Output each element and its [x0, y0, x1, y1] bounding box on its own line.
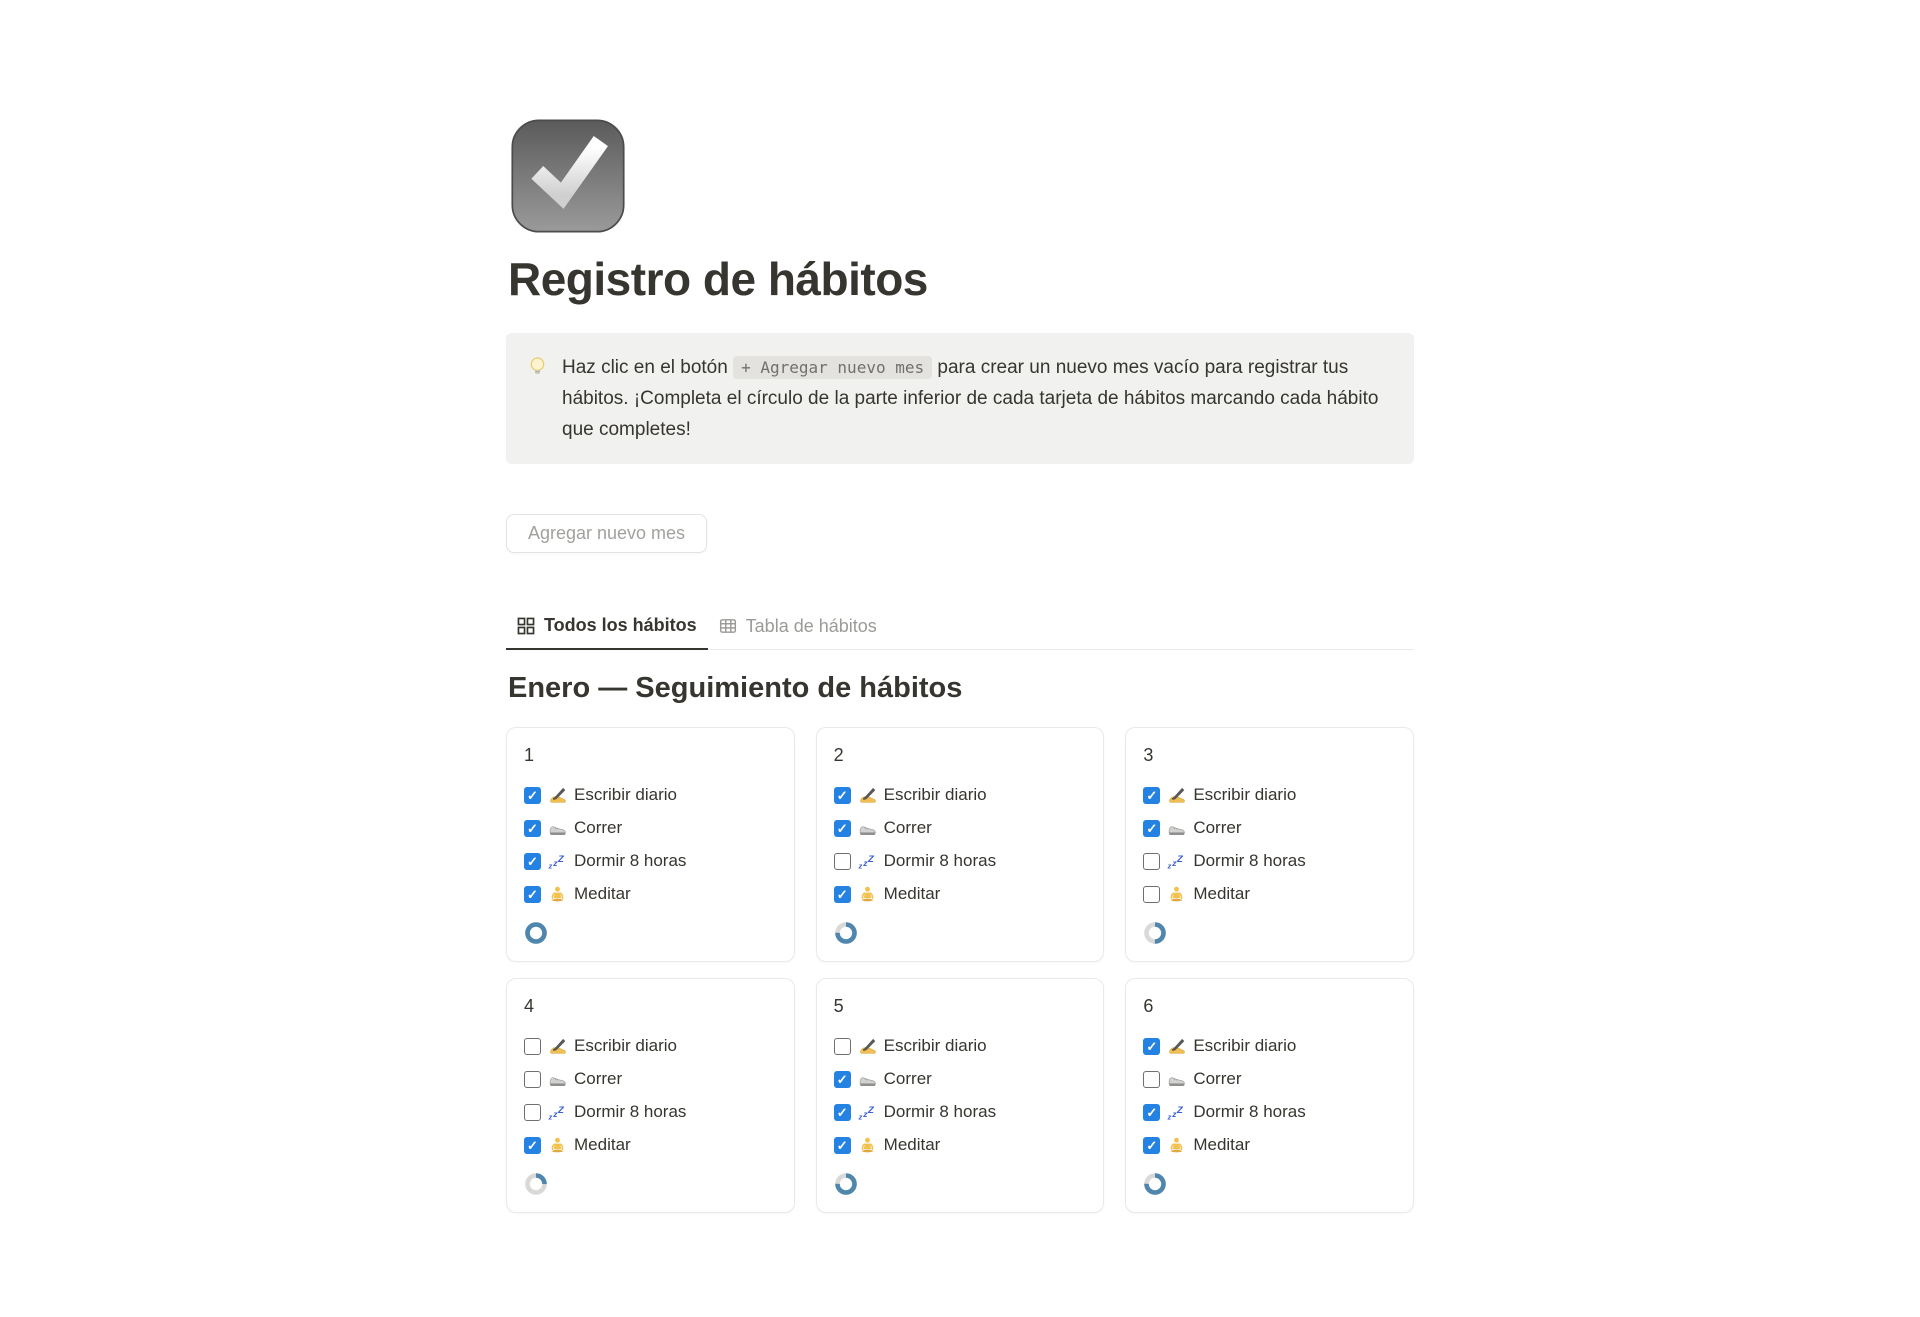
writing-hand-icon: [858, 1037, 877, 1056]
habit-row: [1143, 1129, 1396, 1162]
habit-checkbox[interactable]: [524, 886, 541, 903]
running-shoe-icon: [548, 1070, 567, 1089]
habit-checkbox[interactable]: [524, 1104, 541, 1121]
habit-checkbox[interactable]: [834, 886, 851, 903]
habit-label: Meditar: [1193, 884, 1251, 904]
habit-label: Meditar: [883, 1135, 941, 1155]
habit-row: [524, 878, 777, 911]
meditation-icon: [858, 885, 877, 904]
habit-row: [524, 845, 777, 878]
table-icon: [719, 617, 737, 635]
habit-checkbox[interactable]: [834, 1137, 851, 1154]
zzz-icon: [1167, 1103, 1186, 1122]
habit-label: Correr: [1193, 1069, 1242, 1089]
habit-row: [834, 812, 1087, 845]
progress-ring: [834, 921, 858, 945]
zzz-icon: [1167, 852, 1186, 871]
habit-checkbox[interactable]: [1143, 886, 1160, 903]
tab-tabla-de-habitos[interactable]: [708, 610, 888, 649]
habit-card-day-4[interactable]: [506, 978, 795, 1213]
habit-checkbox[interactable]: [1143, 853, 1160, 870]
habit-label: Escribir diario: [574, 785, 677, 805]
callout-text-after: para crear un nuevo mes vacío para registrar tus hábitos. ¡Completa el círculo de la parte inferior de cada tarjeta de hábitos marcando cada hábito que completes!: [562, 357, 1379, 441]
zzz-icon: [548, 1103, 567, 1122]
habit-label: Correr: [883, 818, 932, 838]
habit-row: [834, 845, 1087, 878]
habit-label: Correr: [883, 1069, 932, 1089]
writing-hand-icon: [548, 786, 567, 805]
habit-label: Escribir diario: [1193, 1036, 1297, 1056]
habit-label: Dormir 8 horas: [574, 1102, 687, 1122]
habit-label: Correr: [574, 818, 623, 838]
habit-checkbox[interactable]: [834, 1038, 851, 1055]
habit-label: Dormir 8 horas: [1193, 1102, 1306, 1122]
habit-checkbox[interactable]: [524, 1038, 541, 1055]
habit-label: Escribir diario: [574, 1036, 677, 1056]
meditation-icon: [858, 1136, 877, 1155]
habit-checkbox[interactable]: [1143, 1038, 1160, 1055]
card-day[interactable]: 2: [833, 744, 844, 765]
page-title: Registro de hábitos: [508, 253, 928, 305]
habit-row: [834, 1129, 1087, 1162]
running-shoe-icon: [1167, 819, 1186, 838]
habit-checkbox[interactable]: [834, 787, 851, 804]
habit-row: [524, 812, 777, 845]
zzz-icon: [858, 852, 877, 871]
callout: [506, 333, 1414, 464]
progress-ring: [1143, 921, 1167, 945]
progress-ring: [524, 1172, 548, 1196]
habit-label: Escribir diario: [1193, 785, 1297, 805]
card-day[interactable]: 5: [833, 995, 844, 1016]
habit-row: [524, 1129, 777, 1162]
habit-row: [834, 779, 1087, 812]
running-shoe-icon: [858, 819, 877, 838]
habit-card-day-5[interactable]: [816, 978, 1105, 1213]
habit-checkbox[interactable]: [524, 1071, 541, 1088]
habit-label: Escribir diario: [883, 785, 987, 805]
habit-label: Meditar: [883, 884, 941, 904]
habit-label: Dormir 8 horas: [883, 851, 997, 871]
progress-ring: [834, 1172, 858, 1196]
writing-hand-icon: [858, 786, 877, 805]
habit-card-day-3[interactable]: [1125, 727, 1414, 962]
habit-checkbox[interactable]: [1143, 1071, 1160, 1088]
add-month-button[interactable]: Agregar nuevo mes: [506, 514, 707, 553]
section-title: Enero — Seguimiento de hábitos: [508, 671, 963, 704]
habit-checkbox[interactable]: [834, 1104, 851, 1121]
page-icon check-mark-button-icon[interactable]: [510, 118, 626, 234]
card-day[interactable]: 4: [524, 995, 535, 1016]
card-day[interactable]: 6: [1143, 995, 1154, 1016]
habit-checkbox[interactable]: [834, 820, 851, 837]
habit-row: [1143, 1063, 1396, 1096]
habit-checkbox[interactable]: [1143, 787, 1160, 804]
habit-checkbox[interactable]: [524, 787, 541, 804]
lightbulb-icon: [526, 355, 549, 378]
habit-label: Escribir diario: [883, 1036, 987, 1056]
habit-label: Dormir 8 horas: [574, 851, 687, 871]
habit-card-day-1[interactable]: [506, 727, 795, 962]
meditation-icon: [548, 885, 567, 904]
view-tabs: [506, 609, 1414, 650]
habit-row: [834, 1063, 1087, 1096]
running-shoe-icon: [858, 1070, 877, 1089]
habit-row: [1143, 878, 1396, 911]
writing-hand-icon: [1167, 1037, 1186, 1056]
callout-text: [562, 352, 1394, 445]
habit-row: [1143, 1096, 1396, 1129]
habit-label: Correr: [574, 1069, 623, 1089]
writing-hand-icon: [548, 1037, 567, 1056]
habit-label: Meditar: [574, 1135, 631, 1155]
habit-checkbox[interactable]: [1143, 820, 1160, 837]
writing-hand-icon: [1167, 786, 1186, 805]
card-day[interactable]: 3: [1143, 744, 1154, 765]
habit-checkbox[interactable]: [1143, 1104, 1160, 1121]
tab-label: Todos los hábitos: [544, 615, 697, 636]
habit-checkbox[interactable]: [524, 1137, 541, 1154]
habit-card-day-6[interactable]: [1125, 978, 1414, 1213]
habit-label: Dormir 8 horas: [1193, 851, 1306, 871]
meditation-icon: [1167, 1136, 1186, 1155]
tab-todos-los-habitos[interactable]: [506, 609, 708, 650]
progress-ring: [524, 921, 548, 945]
habit-row: [524, 1030, 777, 1063]
habit-checkbox[interactable]: [524, 820, 541, 837]
habit-row: [834, 1096, 1087, 1129]
habit-checkbox[interactable]: [834, 853, 851, 870]
habit-cards-grid: [506, 727, 1414, 1227]
meditation-icon: [1167, 885, 1186, 904]
gallery-grid-icon: [517, 617, 535, 635]
habit-row: [1143, 779, 1396, 812]
habit-label: Meditar: [574, 884, 631, 904]
habit-checkbox[interactable]: [834, 1071, 851, 1088]
habit-row: [524, 1063, 777, 1096]
progress-ring: [1143, 1172, 1167, 1196]
habit-row: [834, 878, 1087, 911]
habit-card-day-2[interactable]: [816, 727, 1105, 962]
habit-row: [834, 1030, 1087, 1063]
habit-checkbox[interactable]: [524, 853, 541, 870]
habit-row: [1143, 812, 1396, 845]
inline-code-add-month: + Agregar nuevo mes: [733, 356, 932, 379]
running-shoe-icon: [548, 819, 567, 838]
tab-label: Tabla de hábitos: [745, 615, 877, 636]
card-day[interactable]: 1: [524, 744, 535, 765]
habit-label: Correr: [1193, 818, 1242, 838]
habit-row: [1143, 845, 1396, 878]
habit-row: [524, 779, 777, 812]
callout-text-before: Haz clic en el botón: [562, 357, 734, 379]
notion-page: [506, 118, 1414, 1227]
habit-row: [524, 1096, 777, 1129]
habit-label: Meditar: [1193, 1135, 1251, 1155]
zzz-icon: [858, 1103, 877, 1122]
habit-label: Dormir 8 horas: [883, 1102, 997, 1122]
meditation-icon: [548, 1136, 567, 1155]
running-shoe-icon: [1167, 1070, 1186, 1089]
habit-row: [1143, 1030, 1396, 1063]
zzz-icon: [548, 852, 567, 871]
habit-checkbox[interactable]: [1143, 1137, 1160, 1154]
